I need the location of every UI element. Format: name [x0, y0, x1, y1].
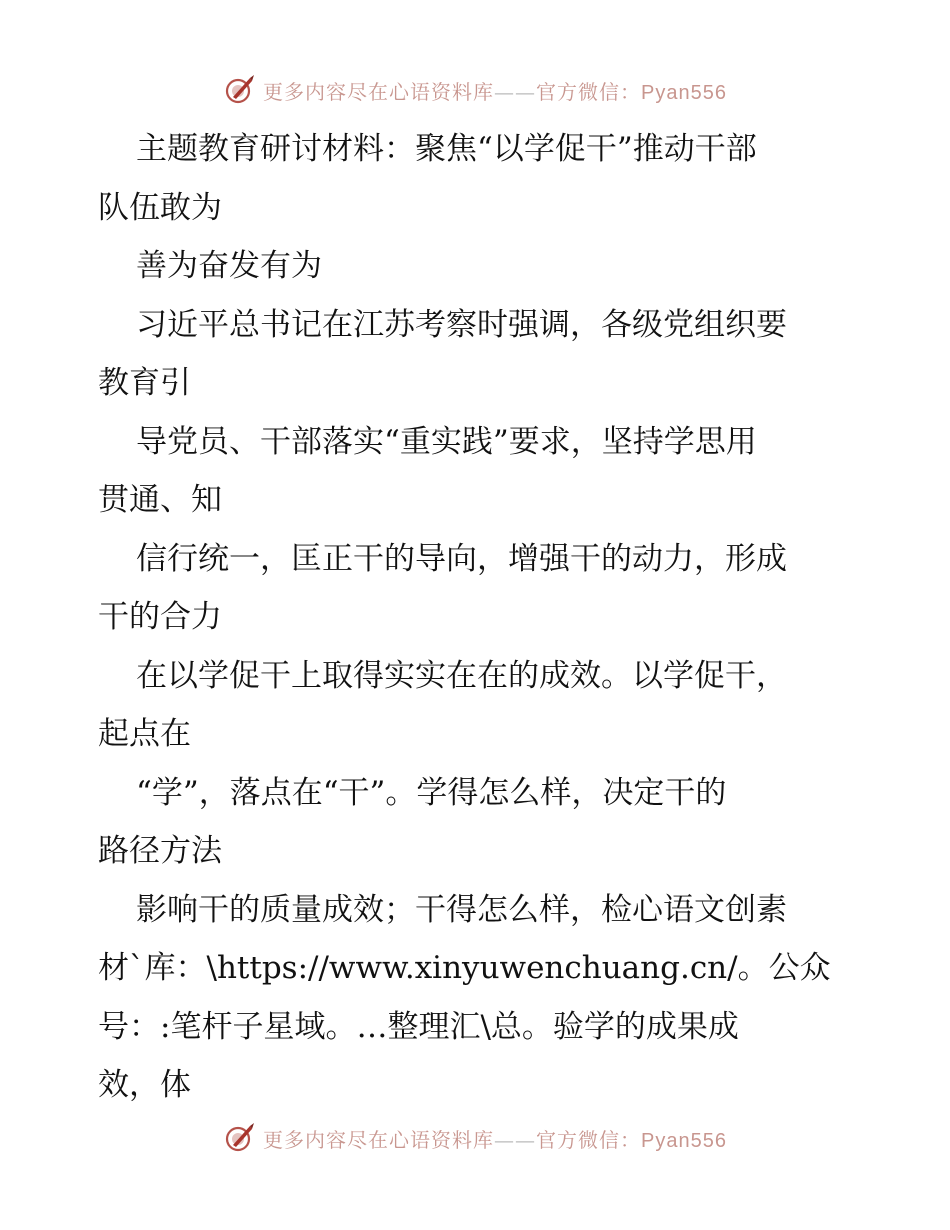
text-line: 在以学促干上取得实实在在的成效。以学促干，	[136, 657, 787, 694]
text-line: 队伍敢为	[98, 189, 222, 226]
document-body	[98, 120, 858, 1115]
text-line: 影响干的质量成效；干得怎么样，检心语文创素	[136, 891, 787, 928]
watermark-separator: ——	[494, 79, 537, 104]
watermark-site: 更多内容尽在心语资料库	[263, 1127, 495, 1152]
footer-watermark	[0, 1118, 950, 1158]
text-line: 善为奋发有为	[136, 248, 322, 284]
watermark-account: Pyan556	[641, 1129, 727, 1152]
text-line: 号：:笔杆子星域。…整理汇\总。验学的成果成	[98, 1008, 739, 1045]
watermark-wechat: 官方微信：	[536, 79, 642, 104]
watermark-account: Pyan556	[641, 81, 727, 104]
text-line: 导党员、干部落实“重实践”要求，坚持学思用	[136, 423, 757, 460]
header-watermark	[0, 70, 950, 110]
text-line: 效，体	[98, 1067, 191, 1103]
text-line: 信行统一，匡正干的导向，增强干的动力，形成	[136, 540, 787, 577]
text-line: 主题教育研讨材料：聚焦“以学促干”推动干部	[136, 131, 757, 167]
text-line: 材`库：\https://www.xinyuwenchuang.cn/。公众	[98, 950, 831, 986]
quill-logo-icon	[223, 73, 257, 107]
text-line: “学”，落点在“干”。学得怎么样，决定干的	[136, 774, 727, 811]
text-line: 路径方法	[98, 833, 222, 869]
text-line: 贯通、知	[98, 482, 222, 518]
text-line: 习近平总书记在江苏考察时强调，各级党组织要	[136, 306, 787, 343]
watermark-separator: ——	[494, 1127, 537, 1152]
watermark-wechat: 官方微信：	[536, 1127, 642, 1152]
text-line: 起点在	[98, 716, 191, 752]
text-line: 干的合力	[98, 599, 222, 635]
text-line: 教育引	[98, 365, 191, 401]
quill-logo-icon	[223, 1121, 257, 1155]
watermark-site: 更多内容尽在心语资料库	[263, 79, 495, 104]
